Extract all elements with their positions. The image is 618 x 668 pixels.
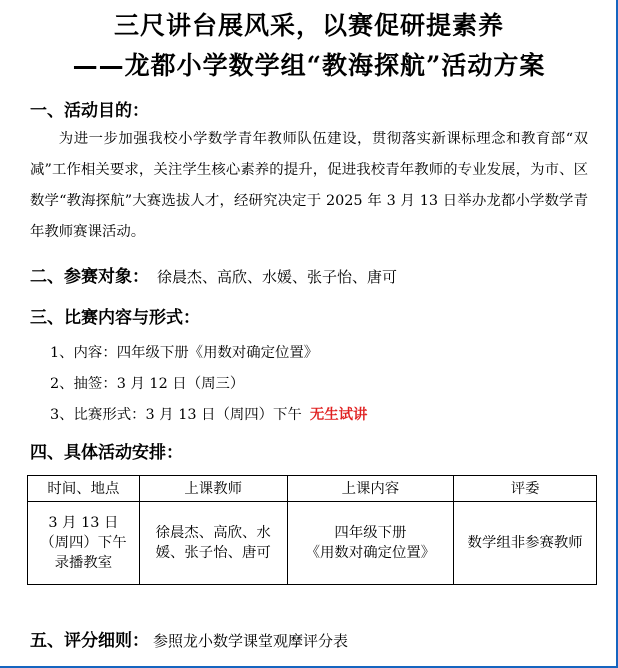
section-3-heading: 三、比赛内容与形式： — [30, 308, 200, 328]
time-weekday: （周四）下午 — [40, 535, 127, 551]
table-header-cell: 上课内容 — [287, 476, 454, 502]
section-3-item-draw: 2、抽签：3 月 12 日（周三） — [50, 376, 245, 392]
format-text: 3、比赛形式：3 月 13 日（周四）下午 — [50, 407, 302, 423]
section-5-label: 五、评分细则： — [30, 631, 149, 651]
teachers-cell — [139, 502, 287, 585]
content-line: 《用数对确定位置》 — [305, 545, 436, 561]
section-3-item-format — [50, 403, 367, 424]
schedule-table — [27, 475, 597, 585]
document-subtitle: ——龙都小学数学组“教海探航”活动方案 — [72, 51, 546, 80]
time-date: 3 月 13 日 — [48, 515, 119, 531]
location: 录播教室 — [54, 555, 113, 571]
format-highlight: 无生试讲 — [309, 406, 368, 423]
content-cell — [287, 502, 454, 585]
section-5-heading — [30, 626, 348, 651]
table-header-cell: 时间、地点 — [28, 476, 140, 502]
table-header-cell: 评委 — [454, 476, 597, 502]
section-4-heading: 四、具体活动安排： — [30, 443, 183, 463]
teachers-line: 徐晨杰、高欣、水 — [155, 525, 271, 541]
section-2-label: 二、参赛对象： — [30, 267, 149, 287]
section-1-body: 为进一步加强我校小学数学青年教师队伍建设，贯彻落实新课标理念和教育部“双减”工作相关要求，关注学生核心素养的提升，促进我校青年教师的专业发展，为市、区数学“教海探航”大赛选拔人才，经研究决定于 2025 年 3 月 13 日举办龙都小学数学青年教师赛课活动。 — [30, 131, 588, 240]
document-title: 三尺讲台展风采，以赛促研提素养 — [113, 11, 504, 40]
teachers-line: 媛、张子怡、唐可 — [155, 545, 271, 561]
judges-cell: 数学组非参赛教师 — [454, 502, 597, 585]
table-row — [28, 502, 597, 585]
content-line: 四年级下册 — [334, 525, 407, 541]
time-location-cell — [28, 502, 140, 585]
table-header-cell: 上课教师 — [139, 476, 287, 502]
section-3-item-content: 1、内容：四年级下册《用数对确定位置》 — [50, 345, 319, 361]
participants-list: 徐晨杰、高欣、水媛、张子怡、唐可 — [157, 268, 398, 286]
section-1-heading: 一、活动目的： — [30, 101, 149, 121]
section-2-heading — [30, 262, 397, 287]
table-header-row — [28, 476, 597, 502]
scoring-detail: 参照龙小数学课堂观摩评分表 — [153, 632, 349, 650]
